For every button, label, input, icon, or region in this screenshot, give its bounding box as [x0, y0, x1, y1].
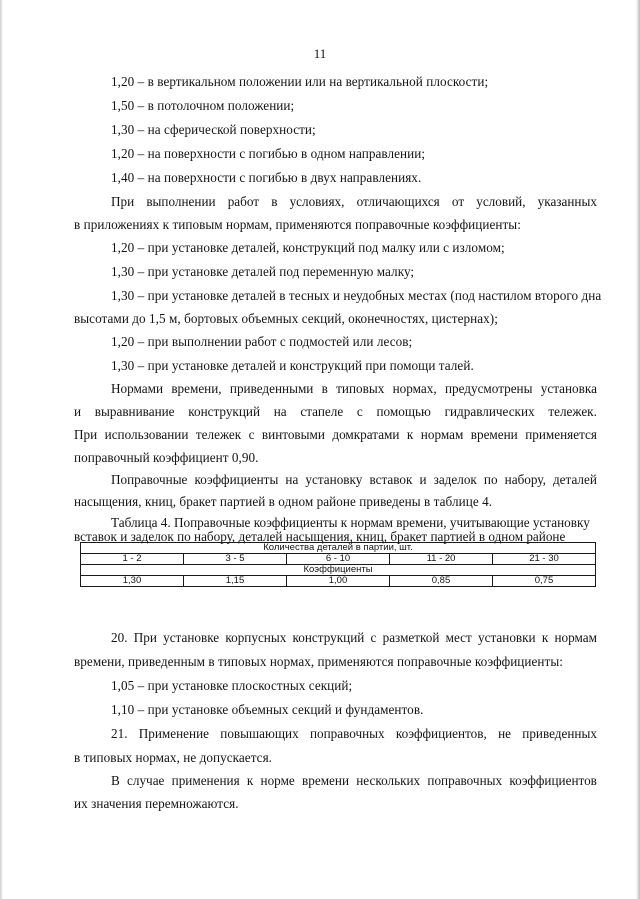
table-cell-range: 6 - 10 — [287, 554, 390, 565]
table-row — [81, 554, 596, 565]
para-conditions-line-2: в приложениях к типовым нормам, применяются поправочные коэффициенты: — [74, 217, 521, 232]
para-20-line-2: времени, приведенным в типовых нормах, применяются поправочные коэффициенты: — [74, 654, 563, 669]
word: установка — [540, 381, 597, 396]
word: поправочных — [427, 773, 503, 788]
word: нормам — [554, 630, 597, 645]
word: установки — [478, 630, 536, 645]
word: времени — [302, 773, 350, 788]
table-row — [81, 543, 596, 554]
table-cell-coefficient: 1,00 — [287, 576, 390, 587]
word: При — [111, 194, 135, 209]
word: отличающихся — [356, 194, 440, 209]
table-cell-coefficient: 0,85 — [390, 576, 493, 587]
table-4-caption-line-1: Таблица 4. Поправочные коэффициенты к нормам времени, учитывающие установку — [111, 515, 590, 530]
word: гидравлических — [444, 404, 535, 419]
table-cell-range: 3 - 5 — [184, 554, 287, 565]
word: использовании — [104, 427, 189, 442]
word: и — [419, 472, 427, 487]
word: условиях, — [289, 194, 345, 209]
word: выравнивание — [94, 404, 175, 419]
coef-line-tight-places-cont: высотами до 1,5 м, бортовых объемных секций, оконечностях, цистернах); — [74, 311, 498, 326]
table-header-quantity: Количества деталей в партии, шт. — [81, 543, 596, 554]
para-norms-line-3 — [74, 427, 597, 443]
word: применяется — [525, 427, 597, 442]
word: домкратами — [332, 427, 400, 442]
word: и — [74, 404, 82, 419]
word: типовых — [336, 381, 385, 396]
word: времени — [470, 427, 518, 442]
word: в — [321, 381, 328, 396]
table-row — [81, 565, 596, 576]
word: к — [406, 427, 414, 442]
para-20-line-3: 1,05 – при установке плоскостных секций; — [111, 678, 353, 693]
word: условий, — [476, 194, 526, 209]
coef-line-variable-malka: 1,30 – при установке деталей под переменную малку; — [111, 264, 415, 279]
word: применения — [171, 773, 240, 788]
word: поправочных — [309, 726, 385, 741]
word: вставок — [369, 472, 413, 487]
table-4 — [80, 542, 596, 587]
coef-line-spherical: 1,30 – на сферической поверхности; — [111, 122, 316, 137]
para-multiply-line-2: их значения перемножаются. — [74, 796, 239, 811]
word: предусмотрены — [444, 381, 533, 396]
coef-line-curve-two: 1,40 – на поверхности с погибью в двух направлениях. — [111, 170, 422, 185]
word: конструкций — [292, 630, 365, 645]
word: тележек — [195, 427, 242, 442]
para-20-line-4: 1,10 – при установке объемных секций и фундаментов. — [111, 702, 424, 717]
coef-line-tight-places: 1,30 – при установке деталей в тесных и неудобных местах (под настилом второго дна — [111, 288, 602, 303]
word: установке — [163, 630, 220, 645]
coef-line-scaffolds: 1,20 – при выполнении работ с подмостей или лесов; — [111, 334, 413, 349]
word: стапеле — [300, 404, 344, 419]
word: на — [285, 472, 299, 487]
word: нескольких — [356, 773, 421, 788]
word: При — [133, 630, 157, 645]
word: от — [451, 194, 465, 209]
table-row — [81, 576, 596, 587]
word: указанных — [537, 194, 597, 209]
word: на — [273, 404, 287, 419]
word: установку — [305, 472, 363, 487]
word: повышающих — [220, 726, 299, 741]
word: работ — [227, 194, 260, 209]
word: мест — [445, 630, 472, 645]
word: в — [271, 194, 278, 209]
para-21-line-1 — [111, 726, 597, 742]
coef-line-vertical: 1,20 – в вертикальном положении или на вертикальной плоскости; — [111, 74, 489, 89]
word: нормам — [420, 427, 464, 442]
word: с — [248, 427, 255, 442]
para-20-line-1 — [111, 630, 597, 646]
word: Поправочные — [111, 472, 188, 487]
word: корпусных — [225, 630, 287, 645]
word: приведенных — [522, 726, 597, 741]
word: разметкой — [382, 630, 440, 645]
word: с — [356, 404, 363, 419]
para-inserts-line-2: насыщения, книц, бракет партией в одном районе приведены в таблице 4. — [74, 494, 493, 509]
word: приведенными — [229, 381, 314, 396]
word: коэффициентов, — [395, 726, 487, 741]
word: Применение — [138, 726, 210, 741]
word: тележек. — [548, 404, 597, 419]
word: заделок — [433, 472, 477, 487]
table-cell-coefficient: 1,30 — [81, 576, 184, 587]
coef-line-malka: 1,20 – при установке деталей, конструкций под малку или с изломом; — [111, 240, 505, 255]
para-multiply-line-1 — [111, 773, 597, 789]
word: выполнении — [146, 194, 216, 209]
table-cell-range: 11 - 20 — [390, 554, 493, 565]
word: помощью — [376, 404, 431, 419]
page-number: 11 — [313, 46, 327, 61]
word: коэффициентов — [509, 773, 597, 788]
para-norms-line-4: поправочный коэффициент 0,90. — [74, 450, 259, 465]
word: времени, — [171, 381, 222, 396]
table-4-caption-line-2: вставок и заделок по набору, деталей насыщения, книц, бракет партией в одном районе — [74, 529, 566, 544]
word: набору, — [504, 472, 546, 487]
page-edge-left — [0, 0, 3, 899]
word: При — [74, 427, 98, 442]
para-inserts-line-1 — [111, 472, 597, 488]
para-conditions-line-1 — [111, 194, 597, 210]
para-norms-line-2 — [74, 404, 597, 420]
word: не — [498, 726, 511, 741]
table-cell-range: 1 - 2 — [81, 554, 184, 565]
table-cell-coefficient: 1,15 — [184, 576, 287, 587]
para-21-line-2: в типовых нормах, не допускается. — [74, 750, 273, 765]
word: к — [541, 630, 549, 645]
word: нормах, — [392, 381, 437, 396]
coef-line-curve-one: 1,20 – на поверхности с погибью в одном направлении; — [111, 146, 426, 161]
word: по — [483, 472, 498, 487]
coef-line-ceiling: 1,50 – в потолочном положении; — [111, 98, 295, 113]
word: конструкций — [188, 404, 261, 419]
coef-line-hoists: 1,30 – при установке деталей и конструкций при помощи талей. — [111, 358, 474, 373]
word: случае — [127, 773, 165, 788]
word: деталей — [552, 472, 597, 487]
word: к — [246, 773, 254, 788]
word: Нормами — [111, 381, 164, 396]
word: В — [111, 773, 120, 788]
para-norms-line-1 — [111, 381, 597, 397]
word: коэффициенты — [194, 472, 279, 487]
page-edge-right — [636, 0, 640, 899]
word: норме — [260, 773, 295, 788]
word: 20. — [111, 630, 128, 645]
table-cell-coefficient: 0,75 — [493, 576, 596, 587]
table-header-coefficients: Коэффициенты — [81, 565, 596, 576]
table-cell-range: 21 - 30 — [493, 554, 596, 565]
word: винтовыми — [261, 427, 325, 442]
word: 21. — [111, 726, 128, 741]
word: с — [370, 630, 377, 645]
